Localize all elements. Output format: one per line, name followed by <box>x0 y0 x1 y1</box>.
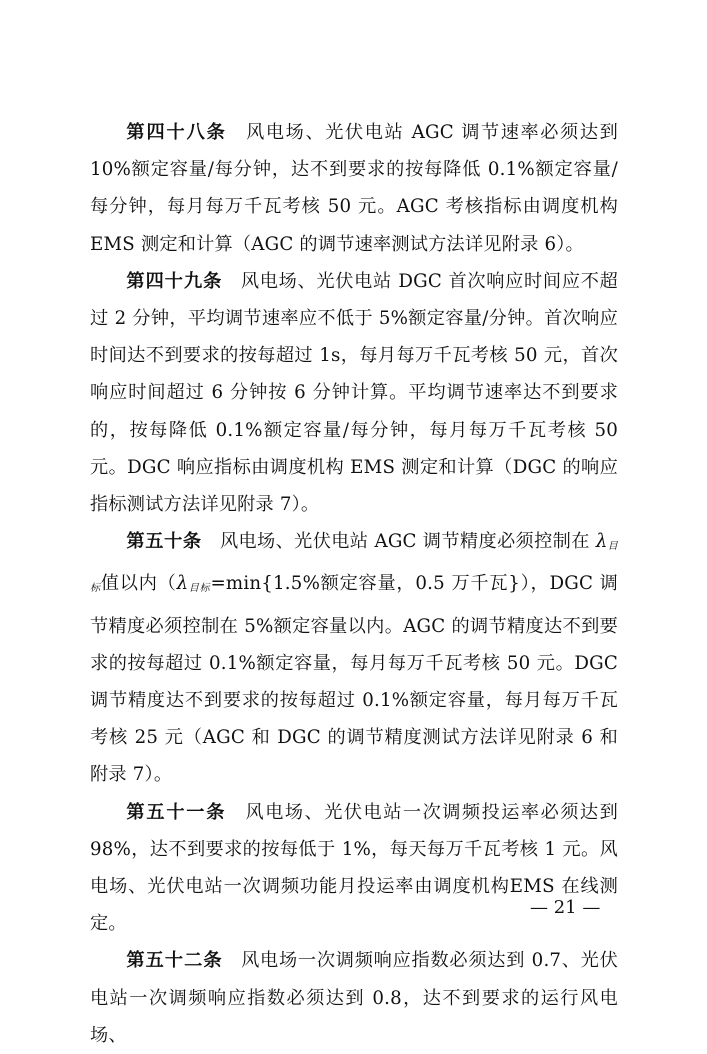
article-text: =min{1.5%额定容量，0.5 万千瓦}），DGC 调节精度必须控制在 5%额定容量以内。AGC 的调节精度达不到要求的按每超过 0.1%额定容量，每月每万千瓦考核 50 元。DGC 调节精度达不到要求的按每超过 0.1%额定容量，每月每万千瓦考核 25 元（AGC 和 DGC 的调节精度测试方法详见附录 6 和附录 7）。 <box>90 573 619 786</box>
article-text: 风电场、光伏电站 DGC 首次响应时间应不超过 2 分钟，平均调节速率应不低于 5%额定容量/分钟。首次响应时间达不到要求的按每超过 1s，每月每万千瓦考核 50 元，首次响应时间超过 6 分钟按 6 分钟计算。平均调节速率达不到要求的，按每降低 0.1%额定容量/每分钟，每月每万千瓦考核 50 元。DGC 响应指标由调度机构 EMS 测定和计算（DGC 的响应指标测试方法详见附录 7）。 <box>90 270 618 516</box>
article-text: 风电场、光伏电站 AGC 调节速率必须达到10%额定容量/每分钟，达不到要求的按每降低 0.1%额定容量/每分钟，每月每万千瓦考核 50 元。AGC 考核指标由调度机构 EMS 测定和计算（AGC 的调节速率测试方法详见附录 6）。 <box>90 122 618 255</box>
article-52 <box>90 942 618 1054</box>
article-title: 第五十一条 <box>126 801 227 823</box>
lambda-symbol: λ <box>176 573 189 595</box>
article-48 <box>90 114 618 263</box>
article-50 <box>90 523 618 793</box>
article-title: 第四十九条 <box>126 270 223 292</box>
article-text: 风电场、光伏电站 AGC 调节精度必须控制在 <box>219 531 596 553</box>
article-49 <box>90 263 618 523</box>
article-title: 第五十条 <box>126 531 202 553</box>
page-number: — 21 — <box>530 897 601 918</box>
article-text: 风电场一次调频响应指数必须达到 0.7、光伏电站一次调频响应指数必须达到 0.8，达不到要求的运行风电场、 <box>90 950 618 1046</box>
article-51 <box>90 794 618 943</box>
lambda-subscript: 目标 <box>188 583 211 595</box>
article-title: 第四十八条 <box>126 122 227 143</box>
lambda-symbol: λ <box>595 531 608 553</box>
article-text: 风电场、光伏电站一次调频投运率必须达到98%，达不到要求的按每低于 1%，每天每万千瓦考核 1 元。风电场、光伏电站一次调频功能月投运率由调度机构EMS 在线测定。 <box>90 801 618 935</box>
article-text: 值以内（ <box>100 573 177 595</box>
article-title: 第五十二条 <box>126 950 223 972</box>
lambda-subscript: 目标 <box>90 541 618 595</box>
